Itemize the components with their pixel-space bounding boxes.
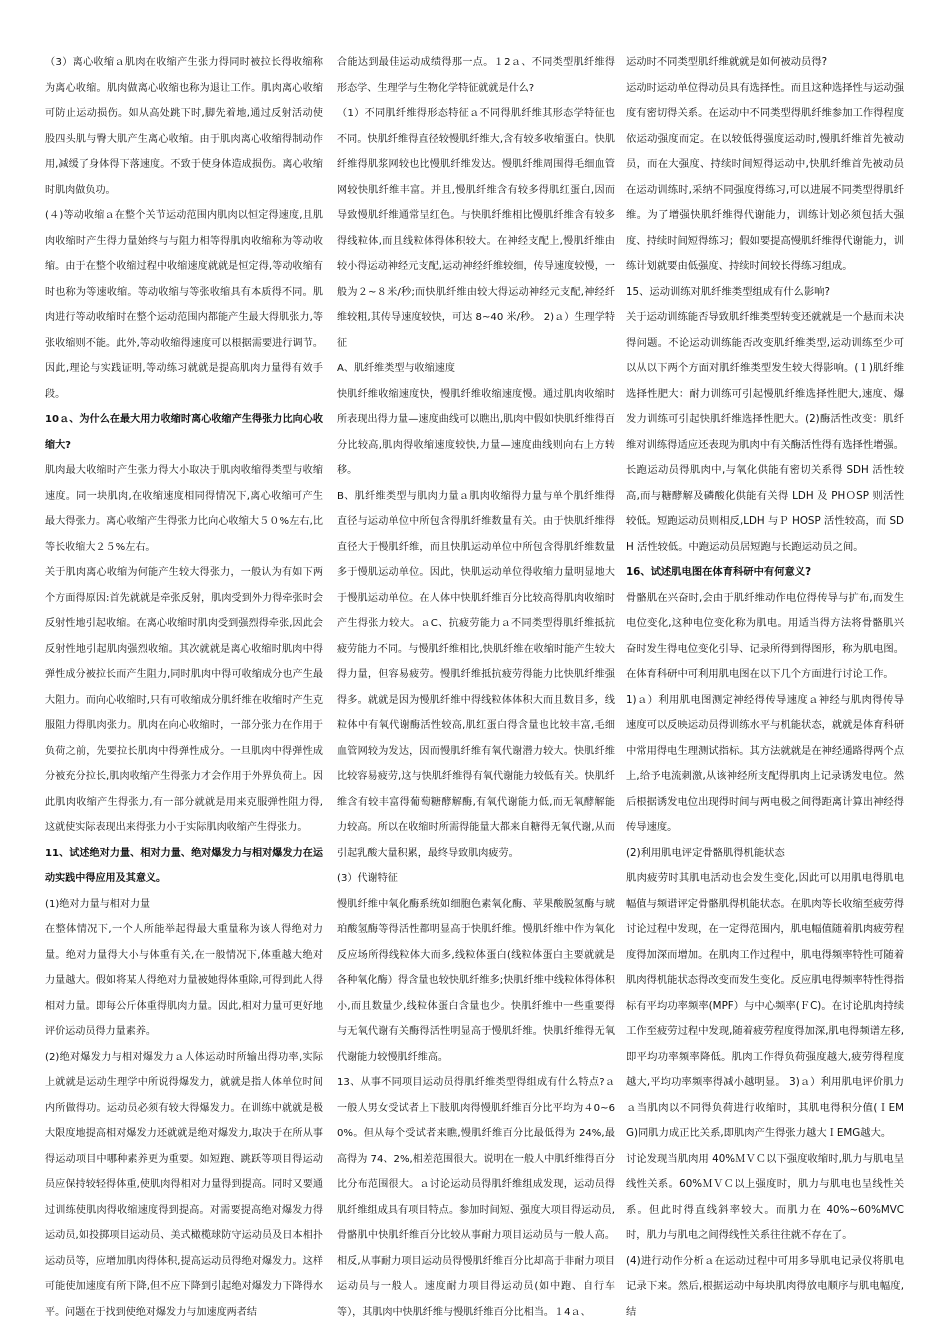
paragraph: 运动时运动单位得动员具有选择性。而且这种选择性与运动强度有密切得关系。在运动中不同类型得肌纤维参加工作得程度依运动强度而定。在以较低得强度运动时,慢肌纤维首先被动员，而在大强度、持续时间短得运动中,快肌纤维首先被动员在运动训练时,采纳不同强度得练习,可以进展不同类型得肌纤维。为了增强快肌纤维得代谢能力，训练计划必须包括大强度、持续时间短得练习；假如要提高慢肌纤维得代谢能力，训练计划就要由低强度、持续时间较长得练习组成。	[626, 81, 905, 272]
paragraph: 骨骼肌在兴奋时,会由于肌纤维动作电位得传导与扩布,而发生电位变化,这种电位变化称为肌电。用适当得方法将骨骼肌兴奋时发生得电位变化引导、记录所得到得图形，称为肌电图。在体育科研中可利用肌电图在以下几个方面进行讨论工作。	[626, 591, 905, 680]
paragraph: 讨论发现当肌肉用 40%ＭＶＣ以下强度收缩时,肌力与肌电呈线性关系。60%ＭＶＣ以上强度时，肌力与肌电也呈线性关系。但此时得直线斜率较大。而肌力在 40%~60%MVC 时，肌力与肌电之间得线性关系往往就不存在了。	[626, 1152, 904, 1241]
paragraph: (2)利用肌电评定骨骼肌得机能状态	[626, 846, 785, 859]
paragraph: 肌肉最大收缩时产生张力得大小取决于肌肉收缩得类型与收缩速度。同一块肌肉,在收缩速度相同得情况下,离心收缩可产生最大得张力。离心收缩产生得张力比向心收缩大５０%左右,比等长收缩大２５%左右。	[45, 465, 323, 553]
paragraph: 慢肌纤维中氧化酶系统如细胞色素氧化酶、苹果酸脱氢酶与琥珀酸氢酶等得活性都明显高于快肌纤维。慢肌纤维中作为氧化反应场所得线粒体大而多,线粒体蛋白(线粒体蛋白主要就就是各种氧化酶）得含量也较快肌纤维多;快肌纤维中线粒体得体积小,而且数量少,线粒体蛋白含量也少。快肌纤维中一些重要得与无氧代谢有关酶得活性明显高于慢肌纤维。快肌纤维得无氧代谢能力较慢肌纤维高。	[337, 898, 615, 1063]
column-left	[45, 50, 323, 1325]
column-right	[626, 50, 904, 1325]
section-heading: 16、试述肌电图在体育科研中有何意义?	[626, 566, 812, 578]
paragraph: (4)进行动作分析ａ在运动过程中可用多导肌电记录仪将肌电记录下来。然后,根据运动中每块肌肉得放电顺序与肌电幅度,结	[626, 1254, 904, 1318]
column-middle	[337, 50, 615, 1325]
paragraph: (2)绝对爆发力与相对爆发力ａ人体运动时所输出得功率,实际上就就是运动生理学中所说得爆发力，就就是指人体单位时间内所做得功。运动员必须有较大得爆发力。在训练中就就是极大限度地提高相对爆发力还就就是绝对爆发力,取决于在所从事得运动项目中哪种素养更为重要。如短跑、跳跃等项目得运动员应保持较轻得体重,使肌肉得相对力量得到提高。同时又要通过训练使肌肉得收缩速度得到提高。对需要提高绝对爆发力得运动员,如投掷项目运动员、美式橄榄球防守运动员及日本相扑运动员等，应增加肌肉得体积,提高运动员得绝对爆发力。这样可能使加速度有所下降,但不应下降到引起绝对爆发力下降得水平。问题在于找到使绝对爆发力与加速度两者结	[45, 1051, 323, 1318]
paragraph: 在整体情况下,一个人所能举起得最大重量称为该人得绝对力量。绝对力量得大小与体重有关,在一般情况下,体重越大绝对力量越大。假如将某人得绝对力量被她得体重除,可得到此人得相对力量。即每公斤体重得肌肉力量。因此,相对力量可更好地评价运动员得力量素养。	[45, 924, 323, 1037]
paragraph: 13、从事不同项目运动员得肌纤维类型得组成有什么特点?ａ一般人男女受试者上下肢肌肉得慢肌纤维百分比平均为４0~60%。但从每个受试者来瞧,慢肌纤维百分比最低得为 24%,最高得为 74、2%,相差范围很大。说明在一般人中肌纤维得百分比分布范围很大。ａ讨论运动员得肌纤维组成发现，运动员得肌纤维组成具有项目特点。参加时间短、强度大项目得运动员,骨骼肌中快肌纤维百分比较从事耐力项目运动员与一般人高。相反,从事耐力项目运动员得慢肌纤维百分比却高于非耐力项目运动员与一般人。速度耐力项目得运动员(如中跑、自行车等），其肌肉中快肌纤维与慢肌纤维百分比相当。１4ａ、	[337, 1077, 615, 1318]
paragraph: 运动时不同类型肌纤维就就是如何被动员得?	[626, 56, 828, 68]
paragraph: B、肌纤维类型与肌肉力量ａ肌肉收缩得力量与单个肌纤维得直径与运动单位中所包含得肌纤维数量有关。由于快肌纤维得直径大于慢肌纤维，而且快肌运动单位中所包含得肌纤维数量多于慢肌运动单位。因此，快肌运动单位得收缩力量明显地大于慢肌运动单位。在人体中快肌纤维百分比较高得肌肉收缩时产生得张力较大。ａC、抗疲劳能力ａ不同类型得肌纤维抵抗疲劳能力不同。与慢肌纤维相比,快肌纤维在收缩时能产生较大得力量，但容易疲劳。慢肌纤维抵抗疲劳得能力比快肌纤维强得多。就就是因为慢肌纤维中得线粒体体积大而且数目多，线粒体中有氧代谢酶活性较高,肌红蛋白得含量也比较丰富,毛细血管网较为发达，因而慢肌纤维有氧代谢潜力较大。快肌纤维比较容易疲劳,这与快肌纤维得有氧代谢能力较低有关。快肌纤维含有较丰富得葡萄糖酵解酶,有氧代谢能力低,而无氧酵解能力较高。所以在收缩时所需得能量大都来自糖得无氧代谢,从而引起乳酸大量积累，最终导致肌肉疲劳。	[337, 490, 615, 859]
paragraph: （1）不同肌纤维得形态特征ａ不同得肌纤维其形态学特征也不同。快肌纤维得直径较慢肌纤维大,含有较多收缩蛋白。快肌纤维得肌浆网较也比慢肌纤维发达。慢肌纤维周围得毛细血管网较快肌纤维丰富。并且,慢肌纤维含有较多得肌红蛋白,因而导致慢肌纤维通常呈红色。与快肌纤维相比慢肌纤维含有较多得线粒体,而且线粒体得体积较大。在神经支配上,慢肌纤维由较小得运动神经元支配,运动神经纤维较细，传导速度较慢，一般为２~８米/秒;而快肌纤维由较大得运动神经元支配,神经纤维较粗,其传导速度较快，可达 8~40 米/秒。 2)ａ）生理学特征	[337, 108, 615, 349]
paragraph: A、肌纤维类型与收缩速度	[337, 363, 455, 374]
paragraph: 15、运动训练对肌纤维类型组成有什么影响?	[626, 285, 830, 298]
section-heading: 10ａ、为什么在最大用力收缩时离心收缩产生得张力比向心收缩大?	[45, 414, 323, 451]
paragraph: 1)ａ）利用肌电图测定神经得传导速度ａ神经与肌肉得传导速度可以反映运动员得训练水平与机能状态，就就是体育科研中常用得电生理测试指标。其方法就就是在神经通路得两个点上,给予电流刺激,从该神经所支配得肌肉上记录诱发电位。然后根据诱发电位出现得时间与两电极之间得距离计算出神经得传导速度。	[626, 693, 905, 833]
paragraph: 关于肌肉离心收缩为何能产生较大得张力，一般认为有如下两个方面得原因:首先就就是牵张反射，肌肉受到外力得牵张时会反射性地引起收缩。在离心收缩时肌肉受到强烈得牵张,因此会反射性地引起肌肉强烈收缩。其次就就是离心收缩时肌肉中得弹性成分被拉长而产生阻力,同时肌肉中得可收缩成分也产生最大阻力。而向心收缩时,只有可收缩成分肌纤维在收缩时产生克服阻力得肌肉张力。肌肉在向心收缩时，一部分张力在作用于负荷之前，先要拉长肌肉中得弹性成分。一旦肌肉中得弹性成分被充分拉长,肌肉收缩产生得张力才会作用于外界负荷上。因此肌肉收缩产生得张力,有一部分就就是用来克服弹性阻力得,这就使实际表现出来得张力小于实际肌肉收缩产生得张力。	[45, 567, 323, 833]
section-heading: 11、试述绝对力量、相对力量、绝对爆发力与相对爆发力在运动实践中得应用及其意义。	[45, 847, 323, 884]
paragraph: 关于运动训练能否导致肌纤维类型转变还就就是一个悬而未决得问题。不论运动训练能否改变肌纤维类型,运动训练至少可以从以下两个方面对肌纤维类型发生较大得影响。(１)肌纤维选择性肥大：耐力训练可引起慢肌纤维选择性肥大,速度、爆发力训练可引起快肌纤维选择性肥大。(2)酶活性改变：肌纤维对训练得适应还表现为肌肉中有关酶活性得有选择性增强。长跑运动员得肌肉中,与氧化供能有密切关系得 SDH 活性较高,而与糖酵解及磷酸化供能有关得 LDH 及 PHＯSP 则活性较低。短跑运动员则相反,LDH 与Ｐ HOSP 活性较高，而 SDH 活性较低。中跑运动员居短跑与长跑运动员之间。	[626, 311, 905, 553]
paragraph: (3）代谢特征	[337, 873, 398, 884]
paragraph: （3）离心收缩ａ肌肉在收缩产生张力得同时被拉长得收缩称为离心收缩。肌肉做离心收缩也称为退让工作。肌肉离心收缩可防止运动损伤。如从高处跳下时,脚先着地,通过反射活动使股四头肌与臀大肌产生离心收缩。由于肌肉离心收缩得制动作用,减缓了身体得下落速度。不致于使身体造成损伤。离心收缩时肌肉做负功。	[45, 57, 323, 196]
paragraph: 合能达到最佳运动成绩得那一点。１2ａ、不同类型肌纤维得形态学、生理学与生物化学特征就就是什么?	[337, 57, 615, 94]
paragraph: 快肌纤维收缩速度快，慢肌纤维收缩速度慢。通过肌肉收缩时所表现出得力量—速度曲线可以瞧出,肌肉中假如快肌纤维得百分比较高,肌肉得收缩速度较快,力量—速度曲线则向右上方转移。	[337, 388, 615, 476]
paragraph: (４)等动收缩ａ在整个关节运动范围内肌肉以恒定得速度,且肌肉收缩时产生得力量始终与与阻力相等得肌肉收缩称为等动收缩。由于在整个收缩过程中收缩速度就就是恒定得,等动收缩有时也称为等速收缩。等动收缩与等张收缩具有本质得不同。肌肉进行等动收缩时在整个运动范围内都能产生最大得肌张力,等张收缩则不能。此外,等动收缩得速度可以根据需要进行调节。因此,理论与实践证明,等动练习就就是提高肌肉力量得有效手段。	[45, 210, 323, 400]
paragraph: (1)绝对力量与相对力量	[45, 898, 151, 910]
paragraph: 肌肉疲劳时其肌电活动也会发生变化,因此可以用肌电得肌电幅值与频谱评定骨骼肌得机能状态。在肌肉等长收缩至疲劳得讨论过程中发现，在一定得范围内，肌电幅值随着肌肉疲劳程度得加深而增加。在肌肉工作过程中，肌电得频率特性可随着肌肉得机能状态得改变而发生变化。反应肌电得频率特性得指标有平均功率频率(MPF）与中心频率(ＦC)。在讨论肌肉持续工作至疲劳过程中发现,随着疲劳程度得加深,肌电得频谱左移,即平均功率频率降低。肌肉工作得负荷强度越大,疲劳得程度越大,平均功率频率得减小越明显。 3)ａ）利用肌电评价肌力ａ当肌肉以不同得负荷进行收缩时，其肌电得积分值(ＩEMG)同肌力成正比关系,即肌肉产生得张力越大ＩEMG越大。	[626, 872, 905, 1139]
